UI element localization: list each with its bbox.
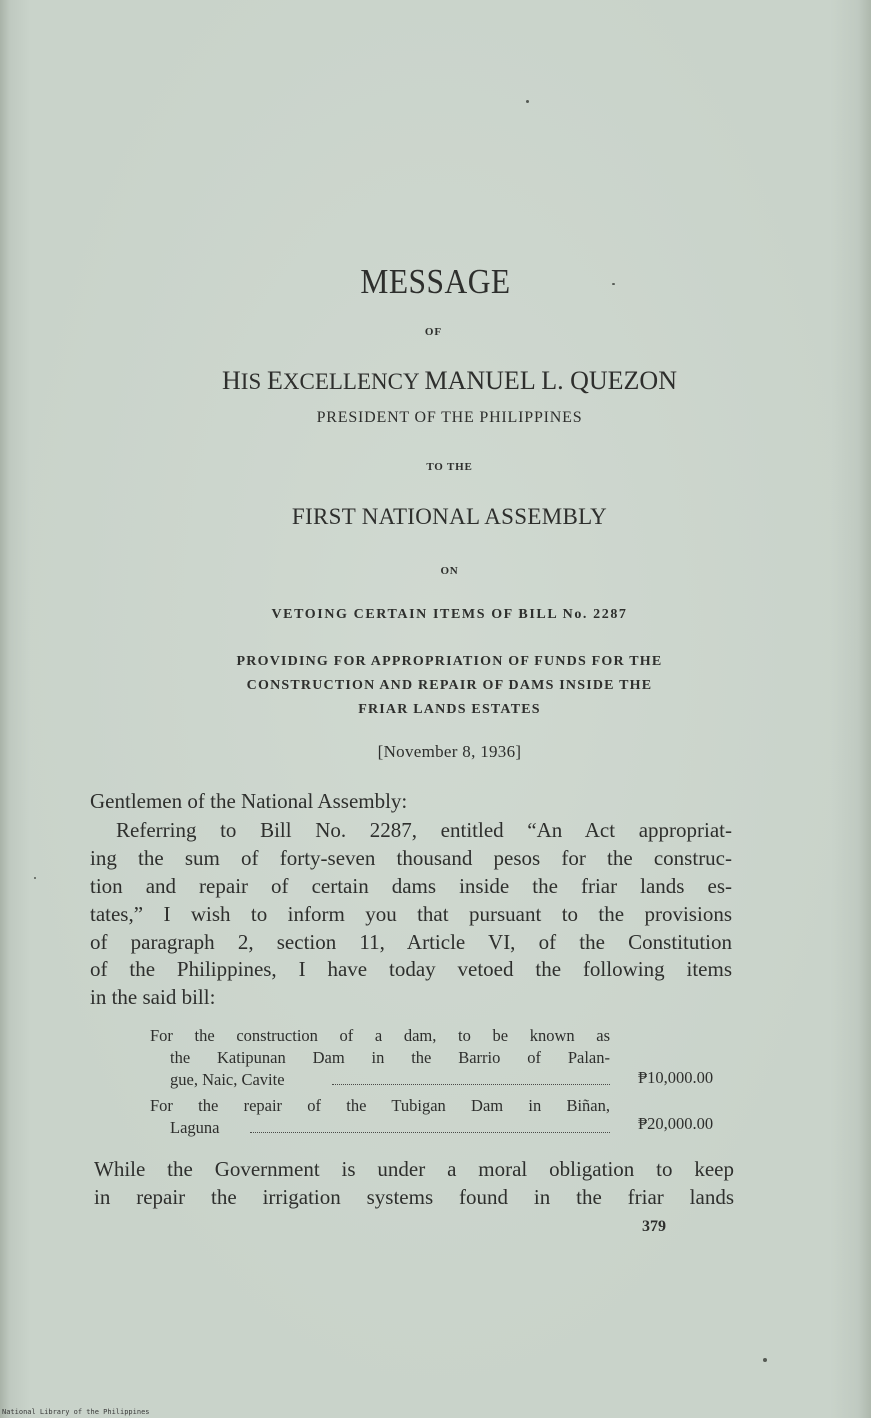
closing-line: While the Government is under a moral obligation to keep (94, 1157, 734, 1181)
item-text-line: the Katipunan Dam in the Barrio of Palan- (170, 1048, 610, 1067)
message-title: MESSAGE (360, 262, 511, 301)
closing-line: in repair the irrigation systems found in the friar lands (94, 1185, 734, 1209)
his-initial: H (222, 366, 241, 395)
salutation: Gentlemen of the National Assembly: (90, 789, 408, 813)
message-date: [November 8, 1936] (377, 742, 522, 761)
heading-to-the: TO THE (426, 461, 473, 473)
subject-line: VETOING CERTAIN ITEMS OF BILL No. 2287 (271, 607, 628, 622)
scan-speck (34, 877, 36, 879)
description-line: CONSTRUCTION AND REPAIR OF DAMS INSIDE THE (246, 678, 653, 693)
description-line: FRIAR LANDS ESTATES (358, 702, 541, 717)
dot-leader (332, 1084, 610, 1085)
paragraph-line: tates,” I wish to inform you that pursuant to the provisions (90, 902, 732, 926)
excellency-initial: E (266, 366, 283, 395)
item-amount: ₱20,000.00 (638, 1114, 714, 1133)
item-text-line: For the construction of a dam, to be known as (150, 1026, 610, 1045)
sender-position: PRESIDENT OF THE PHILIPPINES (316, 409, 583, 426)
scan-speck (526, 100, 529, 103)
sender-line (14, 366, 871, 396)
paragraph-line: ing the sum of forty-seven thousand pesos for the construc- (90, 846, 732, 870)
paragraph-line: of the Philippines, I have today vetoed the following items (90, 957, 732, 981)
paragraph-line: in the said bill: (90, 985, 216, 1009)
paragraph-line: tion and repair of certain dams inside the friar lands es- (90, 874, 732, 898)
sender-name: MANUEL L. QUEZON (424, 366, 677, 395)
description-line: PROVIDING FOR APPROPRIATION OF FUNDS FOR THE (236, 654, 663, 669)
recipient-assembly: FIRST NATIONAL ASSEMBLY (291, 504, 608, 529)
his-smallcaps: IS (240, 369, 267, 394)
scan-speck (612, 283, 615, 285)
dot-leader (250, 1132, 610, 1133)
excellency-smallcaps: XCELLENCY (282, 369, 425, 394)
page-number: 379 (642, 1218, 666, 1235)
paragraph-line: Referring to Bill No. 2287, entitled “An Act appropriat- (116, 818, 732, 842)
paragraph-line: of paragraph 2, section 11, Article VI, of the Constitution (90, 930, 732, 954)
footer-credit: National Library of the Philippines (2, 1408, 150, 1416)
scan-speck (763, 1358, 767, 1362)
item-text-line: Laguna (170, 1118, 220, 1137)
item-amount: ₱10,000.00 (638, 1068, 714, 1087)
item-text-line: For the repair of the Tubigan Dam in Biñan, (150, 1096, 610, 1115)
item-text-line: gue, Naic, Cavite (170, 1070, 285, 1089)
heading-on: ON (440, 565, 459, 577)
heading-of: OF (424, 326, 443, 338)
